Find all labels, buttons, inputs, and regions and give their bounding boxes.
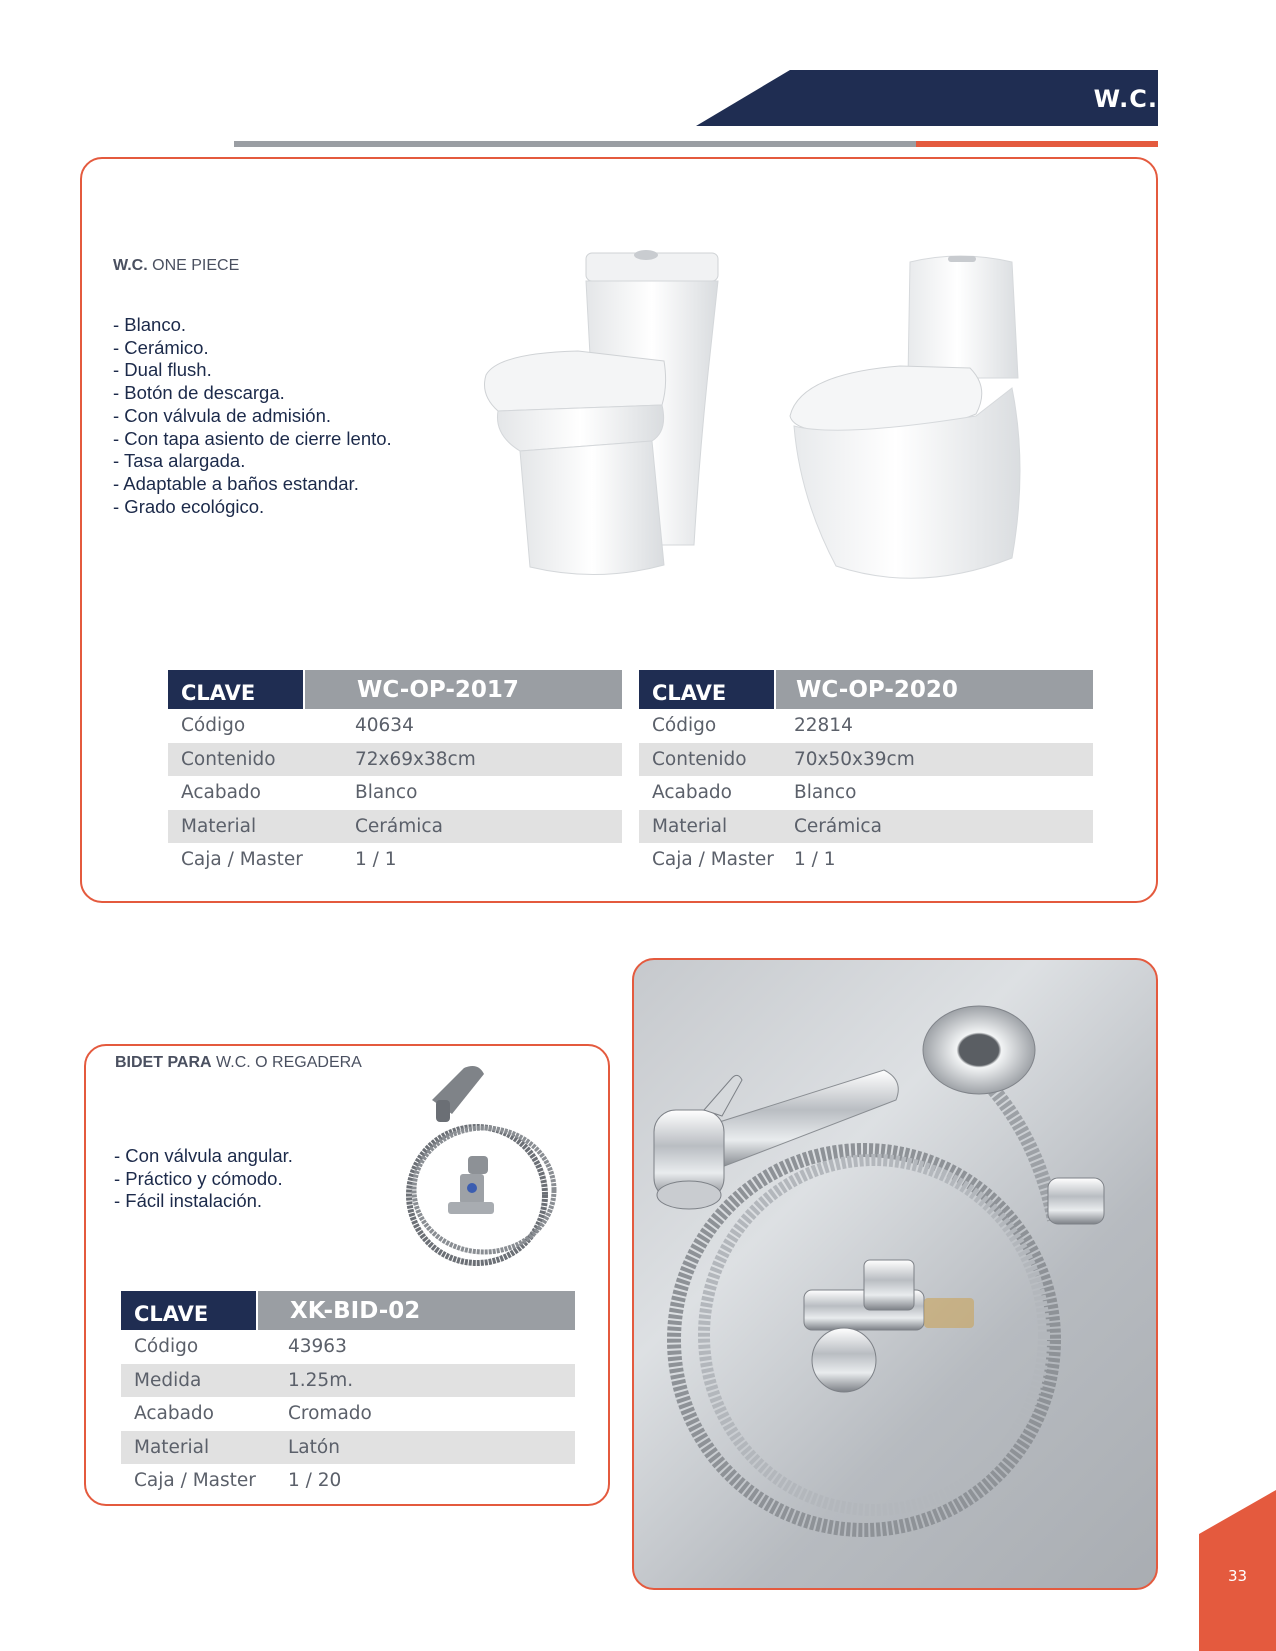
- spec-table-wc-op-2017: [168, 670, 622, 877]
- feature-item: - Con válvula de admisión.: [113, 404, 331, 426]
- spec-label: Acabado: [181, 782, 261, 804]
- bidet-title-rest: W.C. O REGADERA: [211, 1054, 362, 1071]
- spec-model-code: XK-BID-02: [256, 1291, 575, 1330]
- bidet-title-bold: BIDET PARA: [115, 1054, 212, 1071]
- page-title: W.C.: [1093, 85, 1158, 113]
- wc-product-title: [113, 257, 239, 275]
- spec-value: Blanco: [355, 782, 418, 804]
- table-row: [121, 1464, 575, 1498]
- spec-value: 1 / 1: [355, 849, 397, 871]
- toilet-image-wc-op-2017: [468, 245, 728, 585]
- spec-key-label: CLAVE: [121, 1291, 256, 1330]
- spec-label: Caja / Master: [134, 1470, 256, 1492]
- spec-label: Código: [134, 1336, 199, 1358]
- spec-value: 40634: [355, 715, 414, 737]
- toilet-image-wc-op-2020: [780, 248, 1060, 588]
- spec-value: 1.25m.: [288, 1369, 354, 1391]
- spec-label: Material: [652, 815, 728, 837]
- spec-label: Código: [181, 715, 246, 737]
- feature-item: - Botón de descarga.: [113, 382, 285, 404]
- feature-item: - Fácil instalación.: [114, 1190, 263, 1212]
- spec-table-xk-bid-02: [121, 1291, 575, 1498]
- table-row: [121, 1431, 575, 1465]
- spec-label: Acabado: [652, 782, 732, 804]
- spec-table-header: [121, 1291, 575, 1330]
- header-rule-orange: [916, 141, 1158, 147]
- page-number: 33: [1227, 1567, 1248, 1585]
- bidet-large-photo: [632, 958, 1158, 1590]
- spec-value: Blanco: [794, 782, 857, 804]
- feature-item: - Tasa alargada.: [113, 450, 246, 472]
- spec-label: Contenido: [652, 748, 747, 770]
- table-row: [121, 1397, 575, 1431]
- spec-value: 22814: [794, 715, 853, 737]
- wc-title-rest: ONE PIECE: [147, 257, 240, 274]
- spec-model-code: WC-OP-2017: [303, 670, 622, 709]
- table-row: [121, 1364, 575, 1398]
- feature-item: - Con tapa asiento de cierre lento.: [113, 427, 392, 449]
- wc-feature-list: [113, 314, 392, 518]
- spec-label: Material: [181, 815, 257, 837]
- feature-item: - Con válvula angular.: [114, 1145, 293, 1166]
- spec-value: 70x50x39cm: [794, 748, 915, 770]
- table-row: [639, 843, 1093, 877]
- feature-item: - Adaptable a baños estandar.: [113, 472, 359, 494]
- bidet-product-title: [115, 1054, 362, 1072]
- spec-value: 1 / 1: [794, 849, 836, 871]
- table-row: [168, 743, 622, 777]
- spec-key-label: CLAVE: [168, 670, 303, 709]
- spec-label: Medida: [134, 1369, 202, 1391]
- table-row: [168, 843, 622, 877]
- spec-label: Código: [652, 715, 717, 737]
- header-rule-gray: [234, 141, 916, 147]
- wc-title-bold: W.C.: [113, 257, 148, 274]
- spec-key-label: CLAVE: [639, 670, 774, 709]
- spec-model-code: WC-OP-2020: [774, 670, 1093, 709]
- spec-label: Caja / Master: [181, 849, 303, 871]
- bidet-thumbnail-image: [392, 1060, 582, 1280]
- spec-value: 72x69x38cm: [355, 748, 476, 770]
- bidet-feature-list: [114, 1145, 293, 1213]
- feature-item: - Cerámico.: [113, 336, 209, 358]
- spec-value: Cromado: [288, 1403, 372, 1425]
- table-row: [168, 776, 622, 810]
- table-row: [168, 709, 622, 743]
- feature-item: - Grado ecológico.: [113, 495, 265, 517]
- table-row: [121, 1330, 575, 1364]
- spec-table-header: [168, 670, 622, 709]
- spec-label: Acabado: [134, 1403, 214, 1425]
- table-row: [639, 776, 1093, 810]
- feature-item: - Práctico y cómodo.: [114, 1167, 283, 1189]
- spec-value: Cerámica: [355, 815, 443, 837]
- table-row: [639, 810, 1093, 844]
- bidet-photo-illustration: [634, 960, 1156, 1588]
- feature-item: - Dual flush.: [113, 359, 212, 381]
- spec-value: 43963: [288, 1336, 347, 1358]
- spec-table-header: [639, 670, 1093, 709]
- header-banner: [696, 70, 1158, 126]
- spec-value: Latón: [288, 1436, 340, 1458]
- spec-label: Material: [134, 1436, 210, 1458]
- table-row: [639, 709, 1093, 743]
- spec-label: Contenido: [181, 748, 276, 770]
- spec-table-wc-op-2020: [639, 670, 1093, 877]
- spec-value: Cerámica: [794, 815, 882, 837]
- table-row: [168, 810, 622, 844]
- spec-label: Caja / Master: [652, 849, 774, 871]
- spec-value: 1 / 20: [288, 1470, 342, 1492]
- table-row: [639, 743, 1093, 777]
- feature-item: - Blanco.: [113, 314, 187, 335]
